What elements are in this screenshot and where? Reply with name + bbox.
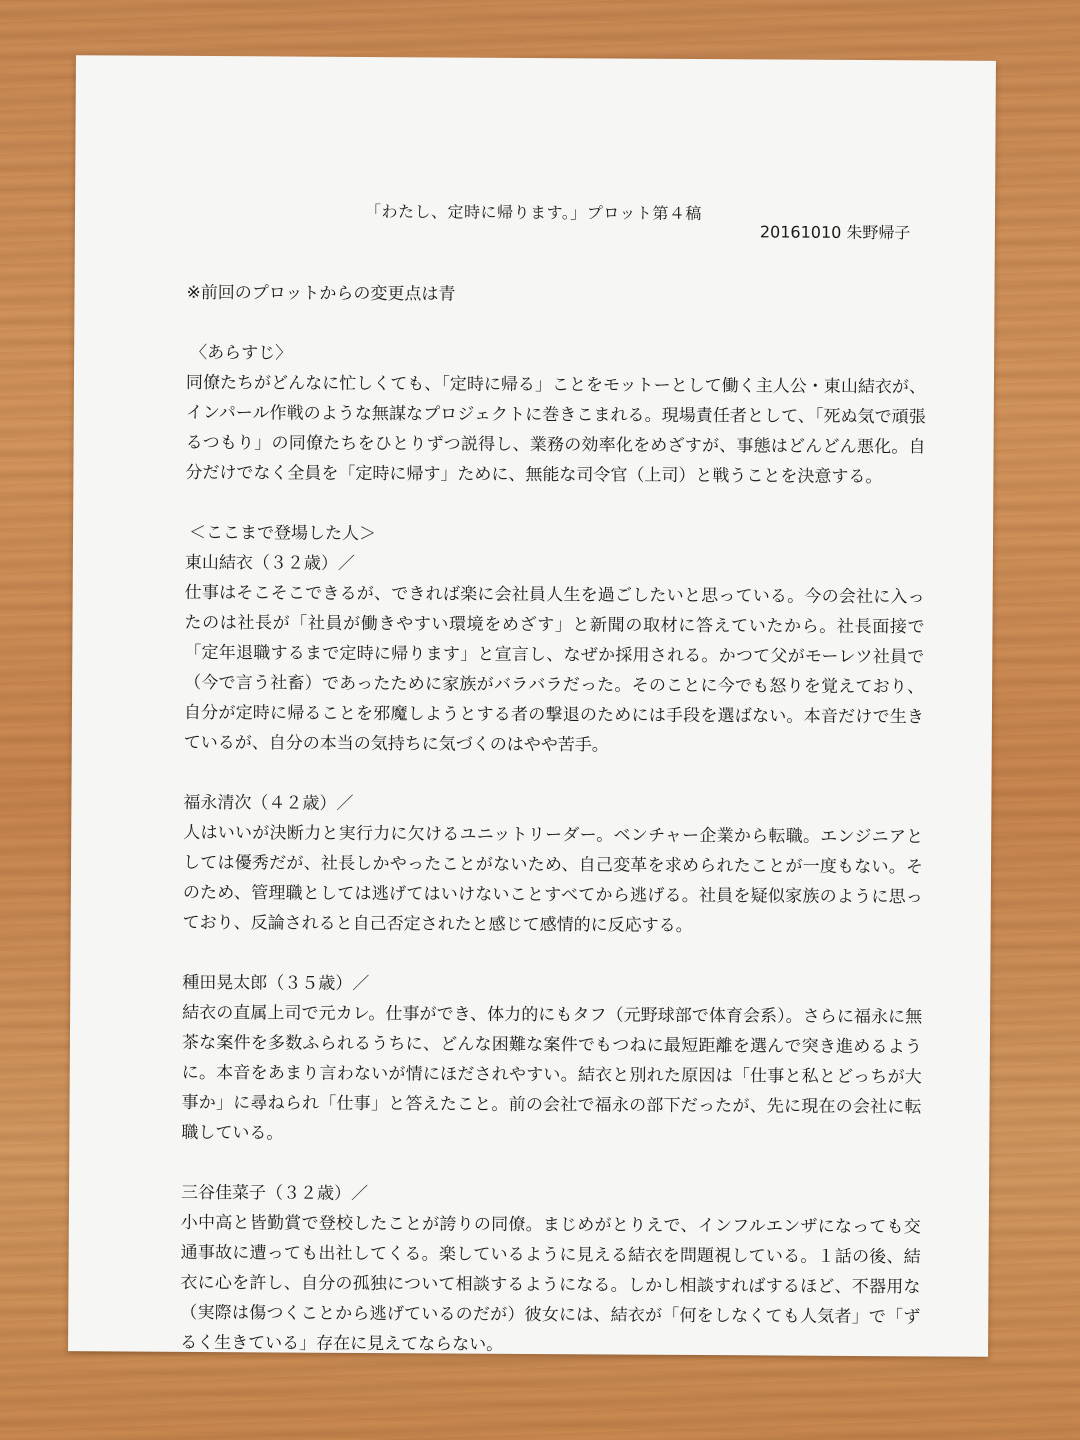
synopsis-text: 同僚たちがどんなに忙しくても、「定時に帰る」ことをモットーとして働く主人公・東山結衣が、インパール作戦のような無謀なプロジェクトに巻きこまれる。現場責任者として、「死ぬ気で頑張るつもり」の同僚たちをひとりずつ説得し、業務の効率化をめざすが、事態はどんどん悪化。自分だけでなく全員を「定時に帰す」ために、無能な司令官（上司）と戦うことを決意する。 (185, 372, 927, 488)
document-title: 「わたし、定時に帰ります。」プロット第４稿 (364, 201, 702, 224)
character-description: 仕事はそこそこできるが、できれば楽に会社員人生を過ごしたいと思っている。今の会社に入ったのは社長が「社員が働きやすい環境をめざす」と新聞の取材に答えていたから。社長面接で「定年退職するまで定時に帰ります」と宣言し、なぜか採用される。かつて父がモーレツ社員で（今で言う社畜）であったために家族がバラバラだった。そのことに今でも怒りを覚えており、自分が定時に帰ることを邪魔しようとする者の撃退のためには手段を選ばない。本音だけで生きているが、自分の本当の気持ちに気づくのはやや苦手。 (183, 582, 925, 756)
synopsis-heading: 〈あらすじ〉 (190, 342, 293, 364)
character-description: 人はいいが決断力と実行力に欠けるユニットリーダー。ベンチャー企業から転職。エンジニアとしては優秀だが、社長しかやったことがないため、自己変革を求められたことが一度もない。そのため、管理職としては逃げてはいけないことすべてから逃げる。社員を疑似家族のように思っており、反論されると自己否定されたと感じて感情的に反応する。 (182, 822, 924, 936)
character-name: 三谷佳菜子（３２歳）／ (180, 1182, 369, 1205)
document-page (68, 55, 996, 1357)
characters-section (180, 518, 925, 1363)
character-description: 小中高と皆勤賞で登校したことが誇りの同僚。まじめがとりえで、インフルエンザになっても交通事故に遭っても出社してくる。楽しているように見える結衣を問題視している。１話の後、結衣に心を許し、自分の孤独について相談するようになる。しかし相談すればするほど、不器用な（実際は傷つくことから逃げているのだが）彼女には、結衣が「何をしなくても人気者」で「ずるく生きている」存在に見えてならない。 (180, 1212, 921, 1355)
character-entry (180, 1178, 921, 1363)
character-name: 東山結衣（３２歳）／ (184, 552, 355, 574)
characters-heading: ＜ここまで登場した人＞ (188, 522, 377, 545)
document-body (180, 278, 927, 1363)
character-description: 結衣の直属上司で元カレ。仕事ができ、体力的にもタフ（元野球部で体育会系）。さらに福永に無茶な案件を多数ふられるうちに、どんな困難な案件でもつねに最短距離を選んで突き進めるように。本音をあまり言わないが情にほだされやすい。結衣と別れた原因は「仕事と私とどっちが大事か」に尋ねられ「仕事」と答えたこと。前の会社で福永の部下だったが、先に現在の会社に転職している。 (181, 1002, 923, 1144)
character-name: 種田晃太郎（３５歳）／ (182, 972, 370, 995)
change-note: ※前回のプロットからの変更点は青 (186, 282, 456, 305)
synopsis-section (185, 338, 926, 493)
character-entry (184, 548, 925, 763)
character-name: 福永清次（４２歳）／ (183, 792, 354, 814)
character-entry (181, 968, 922, 1153)
character-entry (183, 788, 924, 943)
author-date-line: 20161010 朱野帰子 (759, 222, 911, 243)
